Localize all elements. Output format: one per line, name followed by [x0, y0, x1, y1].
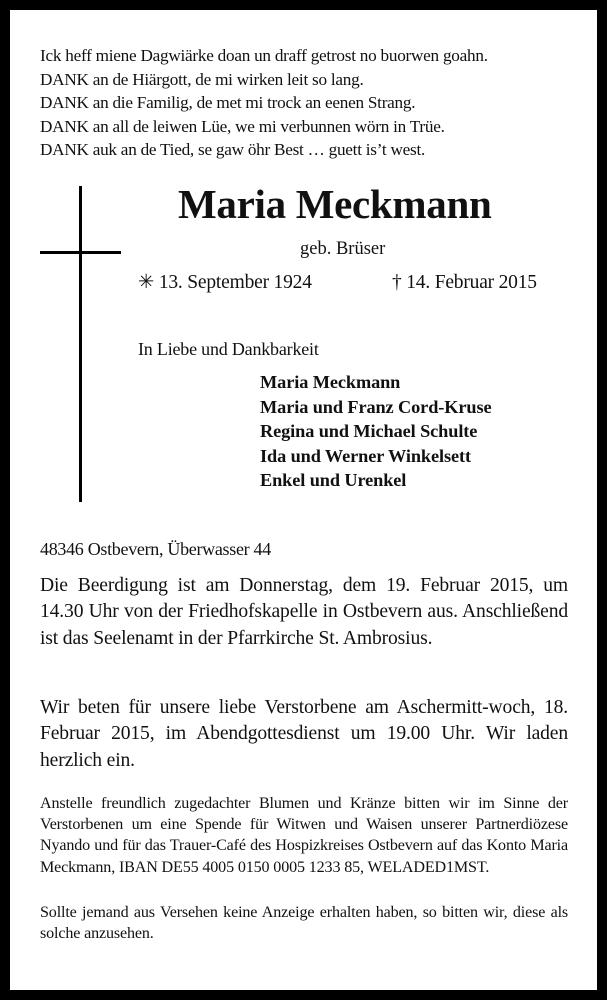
- missed-notice-remark: Sollte jemand aus Versehen keine Anzeige erhalten haben, so bitten wir, diese als solche anzusehen.: [40, 904, 568, 943]
- funeral-announcement: Die Beerdigung ist am Donnerstag, dem 19. Februar 2015, um 14.30 Uhr von der Friedhofskapelle in Ostbevern aus. Anschließend ist das Seelenamt in der Pfarrkirche St. Ambrosius.: [40, 575, 568, 649]
- mourner-entry: Ida und Werner Winkelsett: [260, 445, 472, 466]
- motto-line: DANK an de Hiärgott, de mi wirken leit so lang.: [40, 69, 364, 89]
- birth-date: 13. September 1924: [158, 272, 312, 293]
- motto-verse: [40, 44, 488, 162]
- motto-line: DANK auk an de Tied, se gaw öhr Best … guett is’t west.: [40, 140, 426, 160]
- motto-line: DANK an die Familig, de met mi trock an eenen Strang.: [40, 93, 416, 113]
- mourners-list: [260, 370, 492, 493]
- donation-request: Anstelle freundlich zugedachter Blumen und Kränze bitten wir im Sinne der Verstorbenen um eine Spende für Witwen und Waisen unserer Partnerdiözese Nyando und für das Trauer-Café des Hospizkreises Ostbevern auf das Konto Maria Meckmann, IBAN DE55 4005 0150 0005 1233 85, WELADED1MST.: [40, 795, 568, 876]
- death-dagger-icon: †: [392, 272, 402, 293]
- death-date: 14. Februar 2015: [406, 272, 537, 293]
- cross-icon-vertical-bar: [79, 186, 82, 502]
- family-address: 48346 Ostbevern, Überwasser 44: [40, 539, 271, 559]
- birth-date-line: [138, 271, 312, 295]
- mourner-entry: Regina und Michael Schulte: [260, 421, 478, 442]
- mourning-intro: In Liebe und Dankbarkeit: [138, 339, 319, 359]
- memorial-service-announcement: Wir beten für unsere liebe Verstorbene am Aschermitt-woch, 18. Februar 2015, im Abendgottesdienst um 19.00 Uhr. Wir laden herzlich ein.: [40, 697, 568, 771]
- mourner-entry: Maria Meckmann: [260, 372, 401, 392]
- deceased-name: Maria Meckmann: [178, 181, 492, 227]
- mourner-entry: Maria und Franz Cord-Kruse: [260, 396, 492, 417]
- cross-icon-horizontal-bar: [40, 251, 121, 254]
- motto-line: DANK an all de leiwen Lüe, we mi verbunnen wörn in Trüe.: [40, 116, 445, 136]
- mourner-entry: Enkel und Urenkel: [260, 470, 407, 491]
- death-date-line: [392, 271, 537, 295]
- obituary-notice: [10, 10, 597, 990]
- maiden-name: geb. Brüser: [300, 239, 386, 259]
- birth-star-icon: ✳: [138, 272, 155, 293]
- motto-line: Ick heff miene Dagwiärke doan un draff getrost no buorwen goahn.: [40, 46, 488, 65]
